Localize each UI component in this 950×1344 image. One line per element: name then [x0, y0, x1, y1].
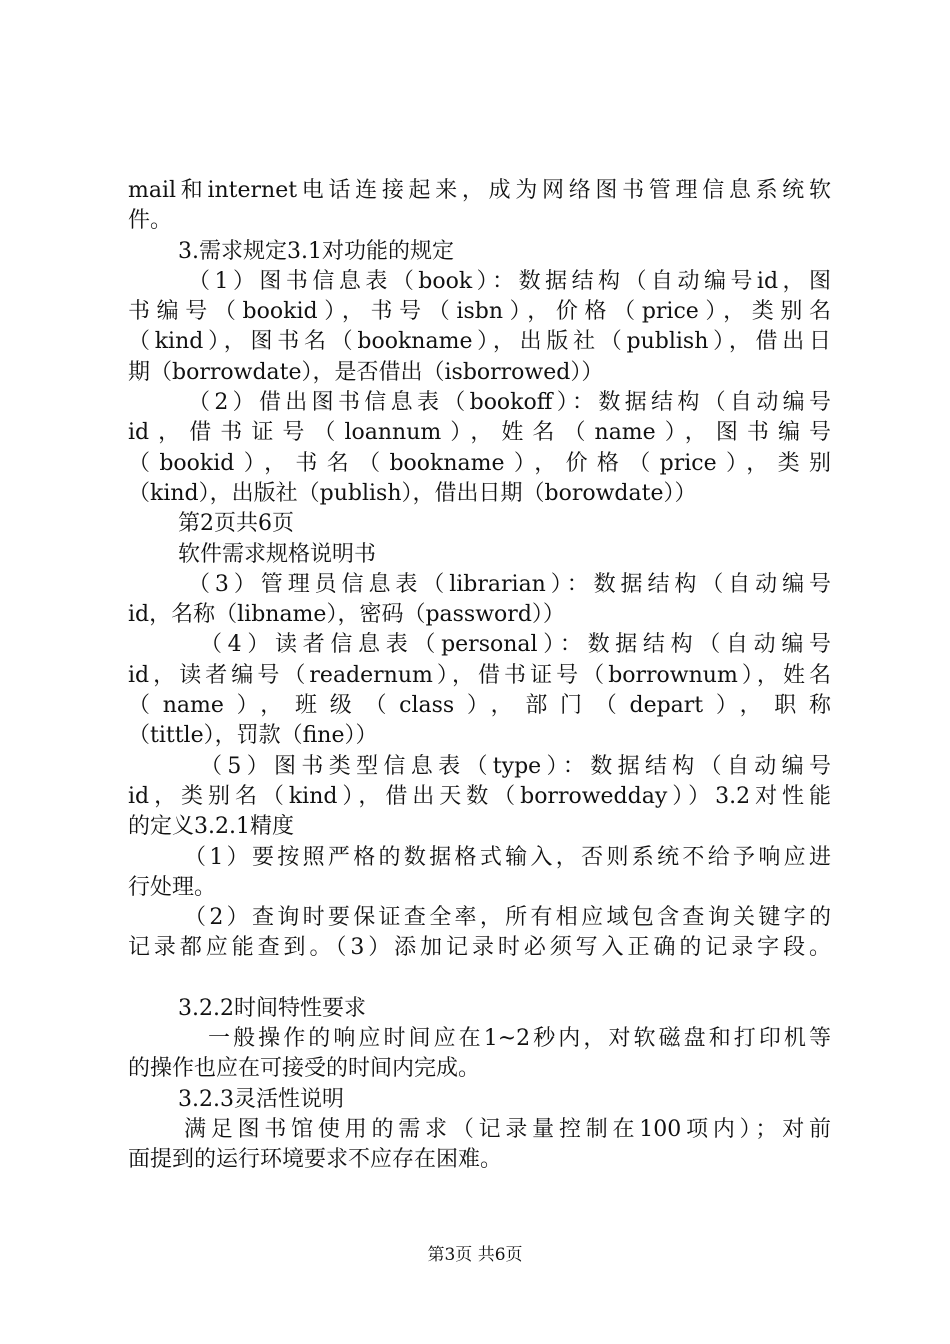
text-line: 件。 — [128, 208, 173, 234]
text-line: （4）读者信息表（personal）：数据结构（自动编号 — [200, 632, 831, 658]
text-line: （bookid），书名（bookname），价格（price），类别 — [128, 450, 831, 476]
text-line: id，借书证号（loannum），姓名（name），图书编号 — [128, 420, 831, 446]
document-title: 软件需求规格说明书 — [178, 541, 377, 567]
text-line: （name），班级（class），部门（depart），职称 — [128, 693, 831, 719]
text-line: （kind），出版社（publish），借出日期（borowdate）） — [128, 480, 697, 506]
text-line: 面提到的运行环境要求不应存在困难。 — [128, 1147, 503, 1173]
text-line: （5）图书类型信息表（type）：数据结构（自动编号 — [200, 753, 831, 779]
text-line: （3）管理员信息表（librarian）：数据结构（自动编号 — [188, 571, 831, 597]
text-line: （1）图书信息表（book）：数据结构（自动编号id，图 — [188, 268, 831, 294]
section-heading: 3.需求规定3.1对功能的规定 — [178, 238, 454, 264]
text-line: id，读者编号（readernum），借书证号（borrownum），姓名 — [128, 662, 831, 688]
text-line: id，名称（libname），密码（password）） — [128, 602, 565, 628]
text-line: （2）查询时要保证查全率，所有相应域包含查询关键字的 — [184, 905, 831, 931]
text-line: 书编号（bookid），书号（isbn），价格（price），类别名 — [128, 299, 831, 325]
text-line: 行处理。 — [128, 874, 217, 900]
text-line: 的定义3.2.1精度 — [128, 814, 294, 840]
page-marker: 第2页共6页 — [178, 511, 294, 537]
text-line: 的操作也应在可接受的时间内完成。 — [128, 1056, 481, 1082]
section-heading: 3.2.2时间特性要求 — [178, 995, 366, 1021]
text-line: 一般操作的响应时间应在1~2秒内，对软磁盘和打印机等 — [208, 1026, 831, 1052]
text-line: 记录都应能查到。（3）添加记录时必须写入正确的记录字段。 — [128, 935, 831, 961]
text-line: （2）借出图书信息表（bookoff）：数据结构（自动编号 — [188, 390, 831, 416]
text-line: （kind），图书名（bookname），出版社（publish），借出日 — [128, 329, 831, 355]
text-line: 满足图书馆使用的需求（记录量控制在100项内）；对前 — [184, 1116, 831, 1142]
text-line: mail和internet电话连接起来，成为网络图书管理信息系统软 — [128, 178, 831, 203]
text-line: id，类别名（kind），借出天数（borrowedday））3.2对性能 — [128, 783, 831, 809]
page-footer: 第3页 共6页 — [427, 1245, 523, 1265]
text-line: （tittle），罚款（fine）） — [128, 723, 378, 749]
section-heading: 3.2.3灵活性说明 — [178, 1086, 344, 1112]
text-line: （1）要按照严格的数据格式输入，否则系统不给予响应进 — [184, 844, 831, 870]
document-body — [128, 176, 831, 1176]
text-line: 期（borrowdate），是否借出（isborrowed）） — [128, 359, 604, 385]
